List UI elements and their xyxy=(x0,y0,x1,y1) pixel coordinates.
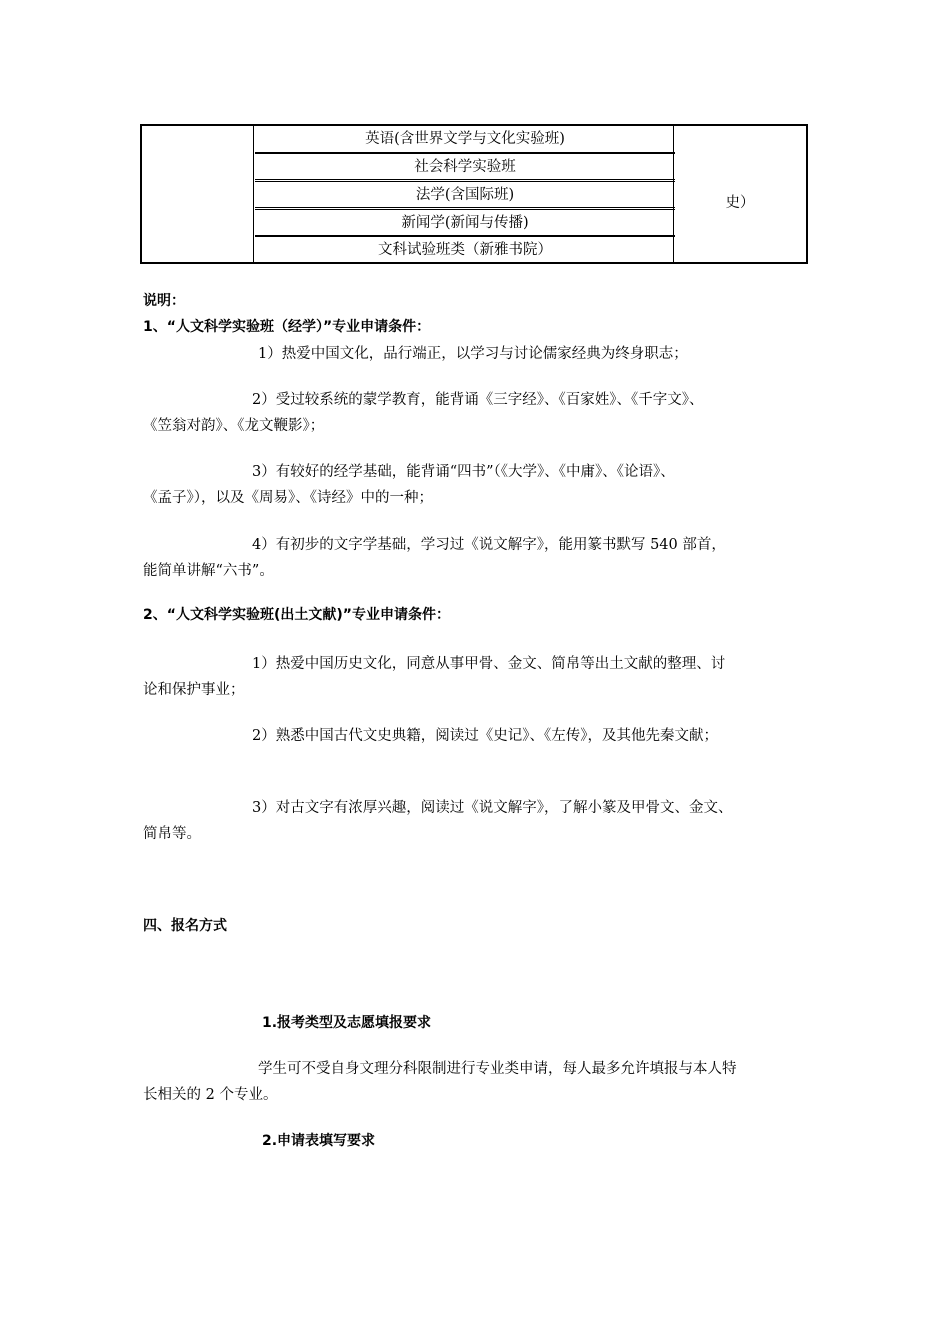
table-row: 法学(含国际班) xyxy=(255,181,675,208)
sec2-item3-line2: 简帛等。 xyxy=(143,826,201,842)
table-right-cell-text: 史） xyxy=(725,194,755,211)
sub2-title: 2.申请表填写要求 xyxy=(262,1133,376,1149)
section4-title: 四、报名方式 xyxy=(143,918,227,934)
table-row: 英语(含世界文学与文化实验班) xyxy=(255,126,675,153)
sec1-title: 1、“人文科学实验班（经学）”专业申请条件： xyxy=(143,319,431,335)
majors-table xyxy=(140,124,808,264)
notes-heading: 说明： xyxy=(143,293,185,309)
table-left-cell xyxy=(142,126,254,262)
table-row: 文科试验班类（新雅书院） xyxy=(255,236,675,263)
sec1-item2-line2: 《笠翁对韵》、《龙文鞭影》； xyxy=(143,418,325,434)
sec1-item2-line1: 2）受过较系统的蒙学教育，能背诵《三字经》、《百家姓》、《千字文》、 xyxy=(252,392,704,408)
sub1-line2: 长相关的 2 个专业。 xyxy=(143,1087,278,1103)
sec1-item4-line1: 4）有初步的文字学基础，学习过《说文解字》，能用篆书默写 540 部首， xyxy=(252,537,726,553)
table-major-column xyxy=(255,126,675,262)
sub1-title: 1.报考类型及志愿填报要求 xyxy=(262,1015,432,1031)
sec1-item3-line2: 《孟子》），以及《周易》、《诗经》中的一种； xyxy=(143,490,433,506)
sec2-item1-line1: 1）热爱中国历史文化，同意从事甲骨、金文、简帛等出土文献的整理、讨 xyxy=(252,656,726,672)
table-right-cell xyxy=(673,126,806,262)
sec2-item1-line2: 论和保护事业； xyxy=(143,682,245,698)
sec1-item1: 1）热爱中国文化，品行端正，以学习与讨论儒家经典为终身职志； xyxy=(258,346,688,362)
sub1-line1: 学生可不受自身文理分科限制进行专业类申请，每人最多允许填报与本人特 xyxy=(258,1061,737,1077)
sec1-item3-line1: 3）有较好的经学基础，能背诵“四书”（《大学》、《中庸》、《论语》、 xyxy=(252,464,675,480)
sec1-item4-line2: 能简单讲解“六书”。 xyxy=(143,563,274,579)
sec2-item2: 2）熟悉中国古代文史典籍，阅读过《史记》、《左传》，及其他先秦文献； xyxy=(252,728,718,744)
sec2-item3-line1: 3）对古文字有浓厚兴趣，阅读过《说文解字》，了解小篆及甲骨文、金文、 xyxy=(252,800,733,816)
sec2-title: 2、“人文科学实验班(出土文献)”专业申请条件： xyxy=(143,607,450,623)
table-row: 社会科学实验班 xyxy=(255,153,675,180)
table-row: 新闻学(新闻与传播) xyxy=(255,209,675,236)
